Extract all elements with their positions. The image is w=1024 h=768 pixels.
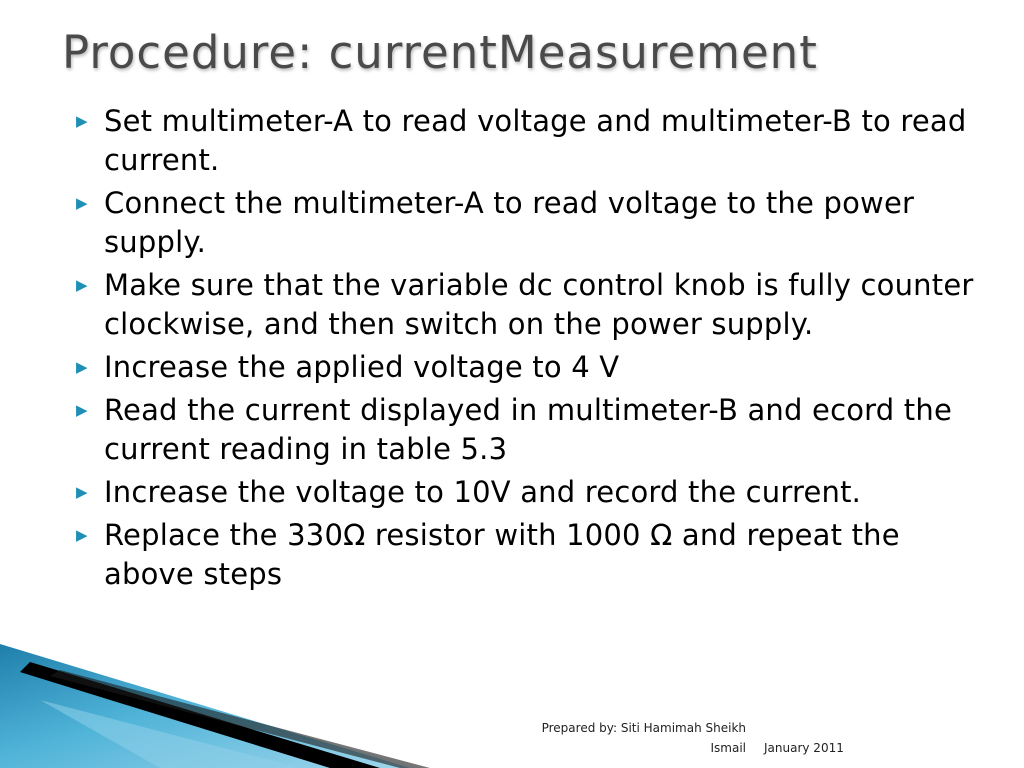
slide-title: Procedure: currentMeasurement bbox=[62, 26, 818, 79]
triangle-right-icon: ▶ bbox=[76, 276, 88, 294]
bullet-text: Read the current displayed in multimeter-B and ecord the current reading in table 5.3 bbox=[104, 393, 952, 466]
bullet-list bbox=[76, 102, 976, 598]
triangle-right-icon: ▶ bbox=[76, 483, 88, 501]
bullet-text: Replace the 330Ω resistor with 1000 Ω and repeat the above steps bbox=[104, 518, 900, 591]
bullet-item bbox=[76, 473, 976, 512]
triangle-right-icon: ▶ bbox=[76, 401, 88, 419]
bullet-text: Increase the voltage to 10V and record the current. bbox=[104, 475, 862, 509]
triangle-right-icon: ▶ bbox=[76, 194, 88, 212]
bullet-item bbox=[76, 266, 976, 344]
footer-date: January 2011 bbox=[764, 741, 844, 755]
bullet-item bbox=[76, 516, 976, 594]
bullet-item bbox=[76, 184, 976, 262]
triangle-right-icon: ▶ bbox=[76, 112, 88, 130]
bullet-text: Connect the multimeter-A to read voltage to the power supply. bbox=[104, 186, 915, 259]
footer-author: Prepared by: Siti Hamimah Sheikh Ismail bbox=[541, 721, 746, 755]
bullet-text: Increase the applied voltage to 4 V bbox=[104, 350, 620, 384]
bullet-item bbox=[76, 391, 976, 469]
bullet-text: Set multimeter-A to read voltage and multimeter-B to read current. bbox=[104, 104, 967, 177]
triangle-right-icon: ▶ bbox=[76, 358, 88, 376]
bullet-item bbox=[76, 348, 976, 387]
bullet-text: Make sure that the variable dc control knob is fully counter clockwise, and then switch on the power supply. bbox=[104, 268, 974, 341]
bullet-item bbox=[76, 102, 976, 180]
triangle-right-icon: ▶ bbox=[76, 526, 88, 544]
